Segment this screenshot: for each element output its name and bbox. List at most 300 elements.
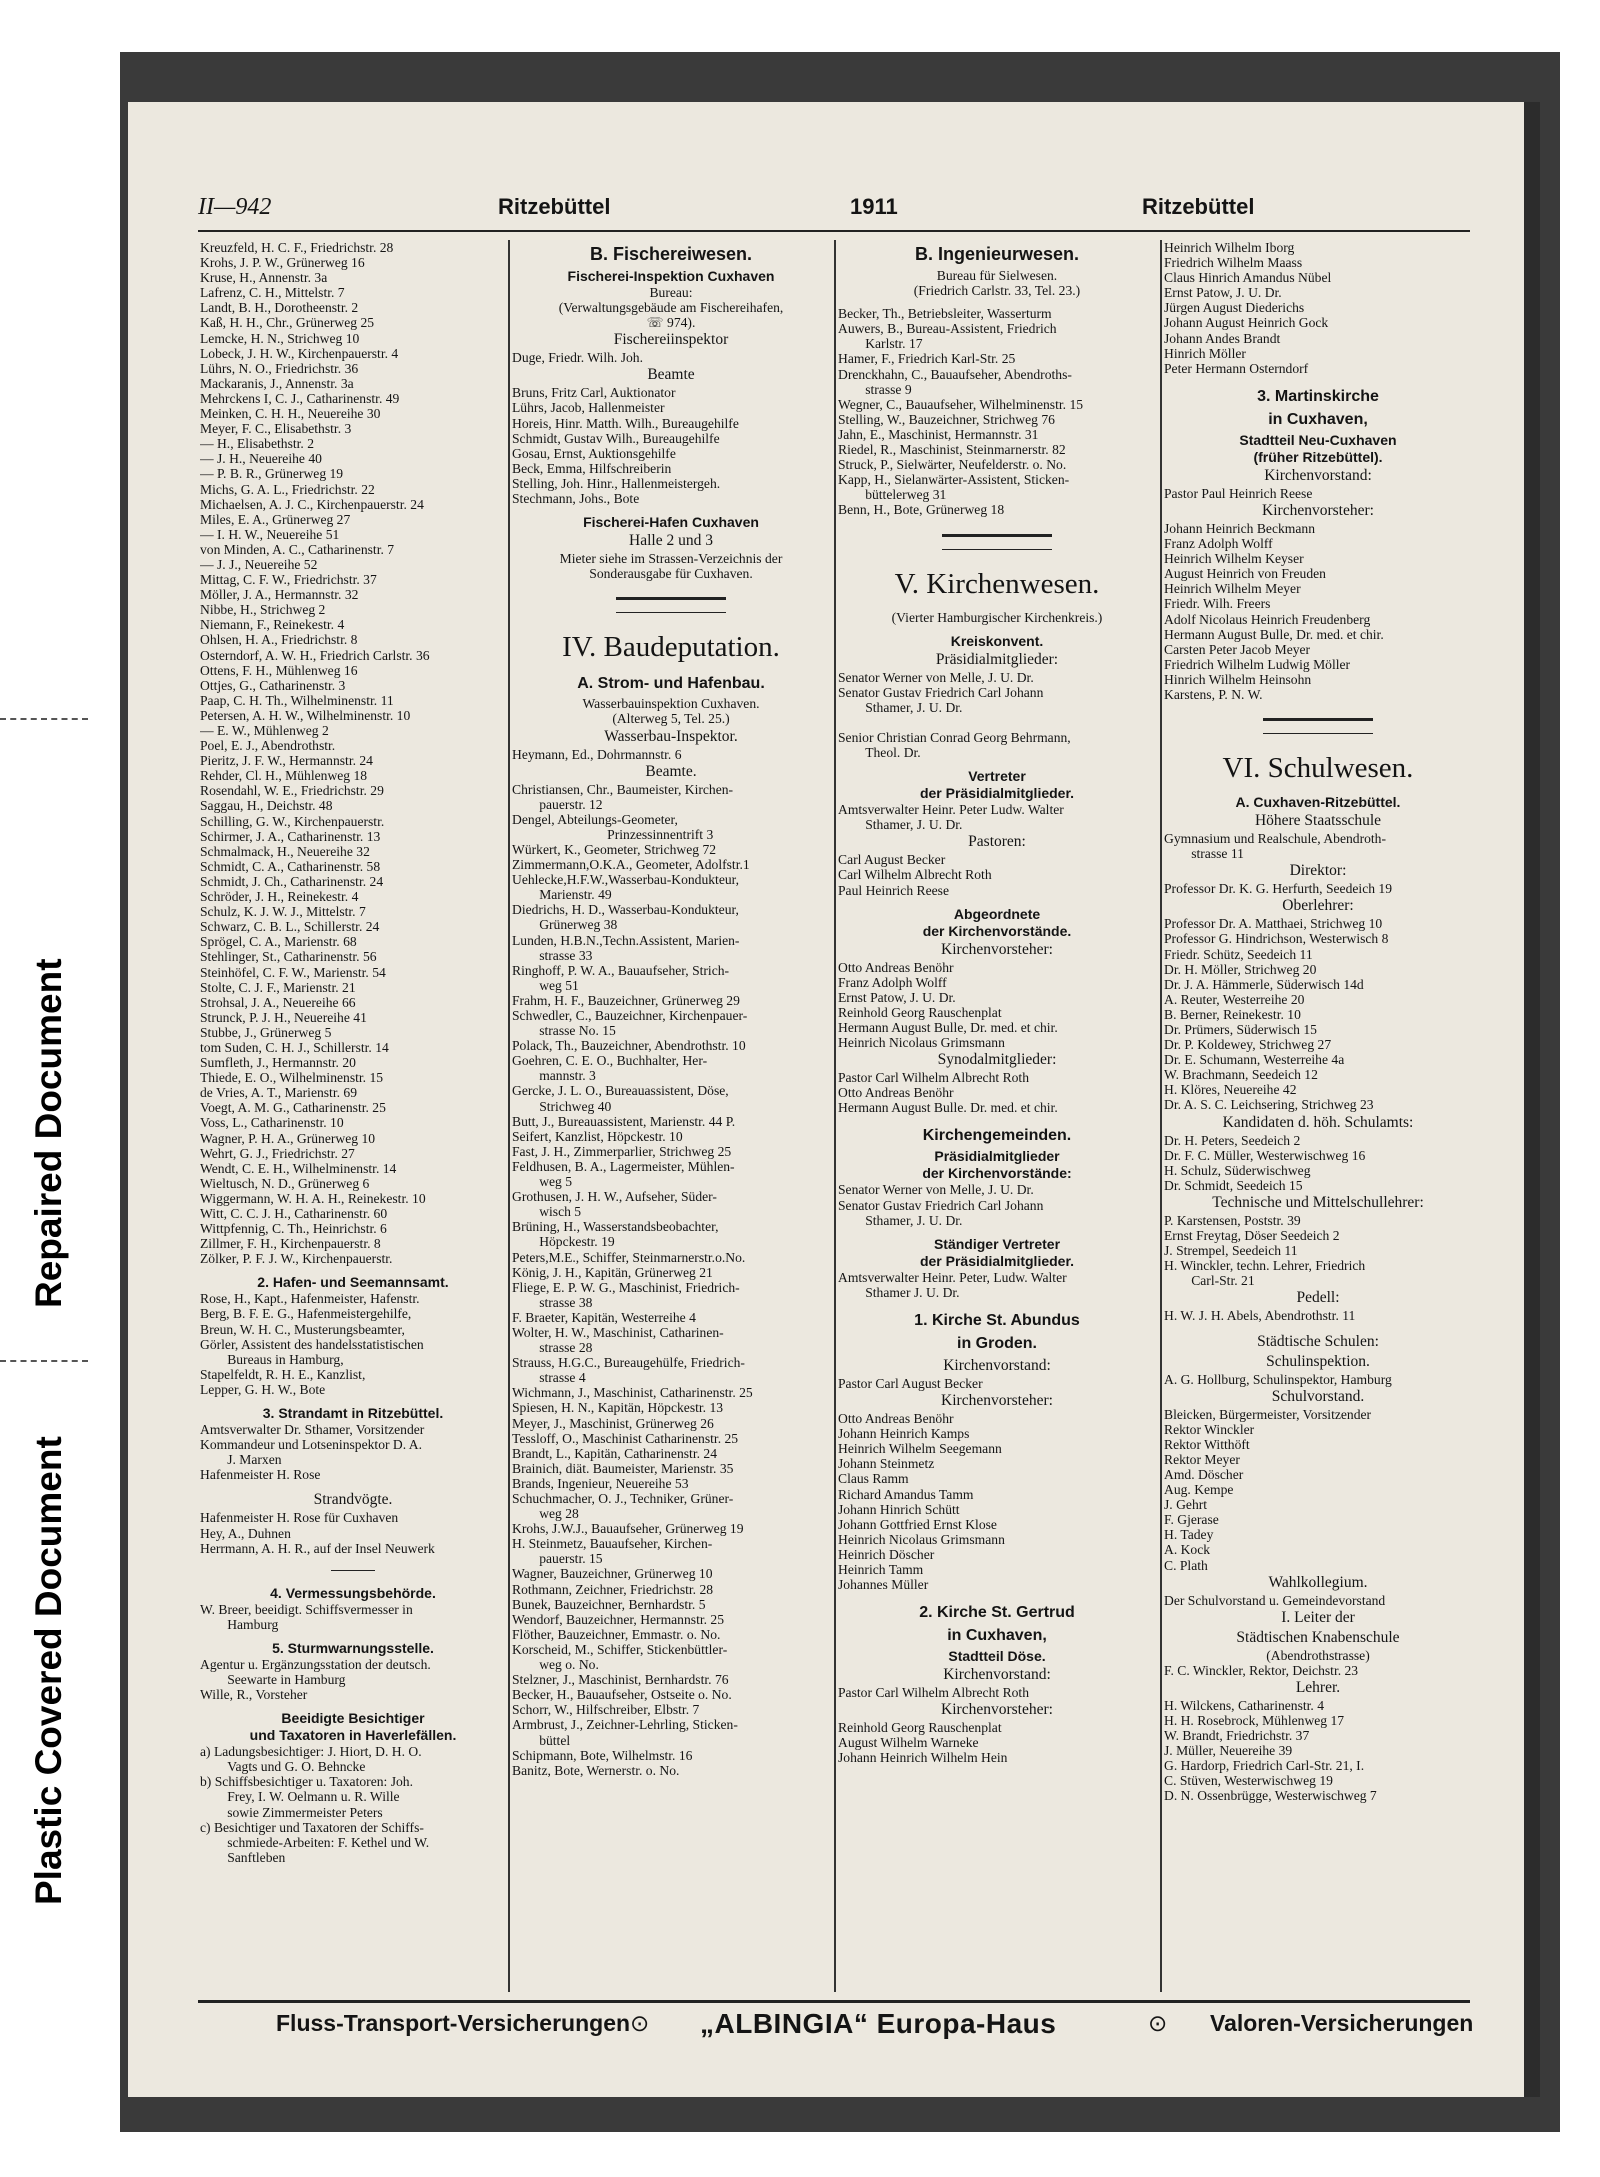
entry-line: Meinken, C. H. H., Neuereihe 30 [200, 406, 381, 422]
subheading: Halle 2 und 3 [629, 532, 713, 550]
entry-line: Dr. E. Schumann, Westerreihe 4a [1164, 1052, 1345, 1068]
subheading: Technische und Mittelschullehrer: [1212, 1193, 1424, 1211]
section-heading: der Kirchenvorstände: [922, 1165, 1072, 1182]
entry-line: Ottens, F. H., Mühlenweg 16 [200, 662, 358, 678]
section-heading: in Groden. [957, 1334, 1037, 1352]
entry-list [512, 385, 830, 506]
page-number: II—942 [198, 194, 272, 220]
subheading: I. Leiter der [1281, 1608, 1355, 1626]
entry-line: Ottjes, G., Catharinenstr. 3 [200, 677, 346, 693]
entry-line: Dr. J. A. Hämmerle, Süderwisch 14d [1164, 976, 1364, 992]
entry-line: Richard Amandus Tamm [838, 1486, 974, 1502]
entry-line: Strohsal, J. A., Neuereihe 66 [200, 994, 356, 1010]
entry-line: Dengel, Abteilungs-Geometer, [512, 811, 678, 827]
column-2 [512, 240, 830, 1992]
entry-list [838, 1411, 1156, 1592]
entry-line: Osterndorf, A. W. H., Friedrich Carlstr. 36 [200, 647, 430, 663]
entry-line: Carl Wilhelm Albrecht Roth [838, 867, 992, 883]
section-heading: 2. Kirche St. Gertrud [919, 1604, 1075, 1622]
entry-line: Spiesen, H. N., Kapitän, Höpckestr. 13 [512, 1400, 724, 1416]
subheading: Direktor: [1289, 862, 1347, 880]
entry-line: Otto Andreas Benöhr [838, 1411, 954, 1427]
entry-line: F. Braeter, Kapitän, Westerreihe 4 [512, 1309, 696, 1325]
entry-line: J. Strempel, Seedeich 11 [1164, 1243, 1298, 1259]
entry-line: König, J. H., Kapitän, Grünerweg 21 [512, 1264, 713, 1280]
entry: Pastor Paul Heinrich Reese [1164, 485, 1313, 501]
entry-line: H. H. Rosebrock, Mühlenweg 17 [1164, 1713, 1345, 1728]
entry: Heymann, Ed., Dohrmannstr. 6 [512, 746, 682, 762]
column-3 [838, 240, 1156, 1992]
entry-line: Johann Heinrich Kamps [838, 1426, 970, 1442]
section-heading: der Präsidialmitglieder. [919, 785, 1075, 802]
entry-line: Wagner, Bauzeichner, Grünerweg 10 [512, 1566, 713, 1582]
entry-line: Ernst Freytag, Döser Seedeich 2 [1164, 1228, 1340, 1244]
entry-line: Banitz, Bote, Wernerstr. o. No. [512, 1762, 680, 1778]
subheading: Präsidialmitglieder: [935, 650, 1059, 668]
entry-line: Aug. Kempe [1164, 1482, 1234, 1498]
entry-line: Flöther, Bauzeichner, Emmastr. o. No. [512, 1626, 721, 1642]
entry-line: Heinrich Nicolaus Grimsmann [838, 1531, 1005, 1547]
entry-line: Thiede, E. O., Wilhelminenstr. 15 [200, 1070, 384, 1086]
column-1 [200, 240, 506, 1992]
entry-line: Heinrich Wilhelm Keyser [1164, 551, 1304, 567]
section-heading: B. Ingenieurwesen. [914, 244, 1080, 264]
entry-line: Hey, A., Duhnen [200, 1525, 291, 1541]
entry: (Vierter Hamburgischer Kirchenkreis.) [891, 609, 1103, 625]
entry-line: Rektor Witthöft [1164, 1436, 1250, 1452]
entry-list [200, 1744, 506, 1865]
entry-line: Hermann August Bulle, Dr. med. et chir. [838, 1020, 1058, 1035]
entry-line: Zimmermann,O.K.A., Geometer, Adolfstr.1 [512, 857, 750, 873]
side-divider-bottom [0, 1360, 88, 1362]
entry-line: ☏ 974). [646, 315, 696, 331]
entry-list [1164, 831, 1472, 861]
entry-line: schmiede-Arbeiten: F. Kethel und W. [200, 1834, 430, 1850]
entry-line: Bunek, Bauzeichner, Bernhardstr. 5 [512, 1596, 706, 1612]
entry-line: Mehrckens I, C. J., Catharinenstr. 49 [200, 390, 400, 406]
entry-line: Brandt, L., Kapitän, Catharinenstr. 24 [512, 1445, 717, 1461]
subheading: Synodalmitglieder: [937, 1051, 1057, 1069]
subheading: Kirchenvorsteher: [1262, 501, 1374, 519]
entry-line: Tessloff, O., Maschinist Catharinenstr. 25 [512, 1430, 739, 1446]
footer-rule [198, 2000, 1470, 2003]
entry-line: August Heinrich von Freuden [1164, 566, 1326, 582]
section-heading: A. Strom- und Hafenbau. [577, 675, 765, 693]
section-heading: 3. Martinskirche [1257, 387, 1379, 405]
entry-line: Stechmann, Johs., Bote [512, 491, 640, 507]
entry-line: Schmidt, Gustav Wilh., Bureaugehilfe [512, 430, 720, 446]
entry-line: Wendt, C. E. H., Wilhelminenstr. 14 [200, 1160, 397, 1176]
entry-line: strasse 38 [512, 1294, 593, 1310]
entry-line: Schröder, J. H., Reinekestr. 4 [200, 889, 359, 905]
entry-line: Brainich, diät. Baumeister, Marienstr. 35 [512, 1460, 734, 1476]
entry: Pastor Carl Wilhelm Albrecht Roth [838, 1685, 1030, 1701]
entry-line: Sonderausgabe für Cuxhaven. [589, 566, 753, 582]
entry-line: W. Brachmann, Seedeich 12 [1164, 1067, 1318, 1083]
entry-line: Sanftleben [200, 1849, 286, 1865]
entry-line: Otto Andreas Benöhr [838, 959, 954, 975]
entry-list [512, 285, 830, 330]
entry-line: Claus Ramm [838, 1471, 909, 1487]
entry-line: Fast, J. H., Zimmerparlier, Strichweg 25 [512, 1143, 732, 1159]
entry-line: Lührs, Jacob, Hallenmeister [512, 400, 665, 416]
header-rule [198, 230, 1470, 232]
entry-line: Johann Hinrich Schütt [838, 1501, 960, 1517]
entry-list [1164, 1698, 1472, 1804]
header-year: 1911 [850, 194, 898, 219]
entry-line: Steinhöfel, C. F. W., Marienstr. 54 [200, 964, 386, 980]
entry-line: Heinrich Döscher [838, 1546, 935, 1562]
entry-line: H. Winckler, techn. Lehrer, Friedrich [1164, 1258, 1366, 1274]
entry-line: J. Müller, Neuereihe 39 [1164, 1743, 1293, 1759]
entry-line: Bleicken, Bürgermeister, Vorsitzender [1164, 1406, 1372, 1422]
divider [331, 1570, 375, 1571]
entry-line: Johann Heinrich Beckmann [1164, 520, 1315, 536]
entry-line: Bureau für Sielwesen. [936, 268, 1058, 283]
section-heading: in Cuxhaven, [1268, 410, 1368, 428]
entry-line: Heinrich Wilhelm Seegemann [838, 1441, 1002, 1457]
entry-line: weg 28 [512, 1506, 579, 1522]
subheading: Pedell: [1296, 1289, 1340, 1307]
entry-list [200, 240, 506, 1266]
entry-line: Schuchmacher, O. J., Techniker, Grüner- [512, 1491, 734, 1506]
entry-line: Strunck, P. J. H., Neuereihe 41 [200, 1009, 367, 1025]
entry-line: Christiansen, Chr., Baumeister, Kirchen- [512, 781, 734, 797]
entry-line: Johannes Müller [838, 1577, 929, 1593]
entry-line: Johann Steinmetz [838, 1456, 935, 1472]
entry-line: Heinrich Nicolaus Grimsmann [838, 1035, 1005, 1051]
entry-line: Wolter, H. W., Maschinist, Catharinen- [512, 1324, 724, 1340]
entry-line: Ernst Patow, J. U. Dr. [1164, 285, 1282, 301]
entry-line: H. Tadey [1164, 1527, 1214, 1543]
entry-line: Schulz, K. J. W. J., Mittelstr. 7 [200, 904, 366, 920]
entry-line: Würkert, K., Geometer, Strichweg 72 [512, 841, 717, 857]
section-heading: der Kirchenvorstände. [922, 922, 1072, 939]
entry-line: Armbrust, J., Zeichner-Lehrling, Sticken- [512, 1717, 738, 1733]
entry-line: Hermann August Bulle. Dr. med. et chir. [838, 1100, 1058, 1116]
entry-list [838, 960, 1156, 1051]
entry-list [512, 782, 830, 1778]
section-heading: der Präsidialmitglieder. [919, 1252, 1075, 1269]
entry-line: Bruns, Fritz Carl, Auktionator [512, 385, 676, 401]
entry: Pastor Carl August Becker [838, 1375, 983, 1391]
entry-line: Stelzner, J., Maschinist, Bernhardstr. 76 [512, 1672, 729, 1688]
entry-line: Hamer, F., Friedrich Karl-Str. 25 [838, 351, 1016, 367]
entry-line: Auwers, B., Bureau-Assistent, Friedrich [838, 321, 1057, 337]
entry-line: Bureaus in Hamburg, [200, 1351, 344, 1367]
entry-line: Sthamer, J. U. Dr. [838, 817, 963, 833]
subheading: Kirchenvorstand: [1264, 466, 1372, 484]
chapter-title: VI. Schulwesen. [1222, 752, 1414, 785]
entry-line: Peter Hermann Osterndorf [1164, 360, 1309, 376]
entry-line: Görler, Assistent des handelsstatistischen [200, 1336, 424, 1352]
entry-line: C. Plath [1164, 1557, 1208, 1573]
entry-line: Butt, J., Bureauassistent, Marienstr. 44 P. [512, 1113, 736, 1129]
entry-line: pauerstr. 15 [512, 1551, 603, 1567]
entry-line: Schmalmack, H., Neuereihe 32 [200, 843, 370, 859]
entry-list [838, 268, 1156, 298]
entry: A. G. Hollburg, Schulinspektor, Hamburg [1164, 1371, 1392, 1387]
circle-dot-icon: ⊙ [1148, 2010, 1168, 2036]
entry-line: Michs, G. A. L., Friedrichstr. 22 [200, 481, 375, 497]
entry-line: Pieritz, J. F. W., Hermannstr. 24 [200, 753, 373, 769]
entry-line: Wegner, C., Bauaufseher, Wilhelminenstr. 15 [838, 396, 1084, 412]
entry-line: Lafrenz, C. H., Mittelstr. 7 [200, 285, 345, 301]
entry-line: sowie Zimmermeister Peters [200, 1804, 383, 1820]
entry-line: Krohs, J.W.J., Bauaufseher, Grünerweg 19 [512, 1521, 744, 1537]
entry-list [1164, 916, 1472, 1112]
entry-line: Hinrich Möller [1164, 345, 1246, 361]
column-4 [1164, 240, 1472, 1992]
entry-line: Franz Adolph Wolff [838, 974, 947, 990]
entry-line: Uehlecke,H.F.W.,Wasserbau-Kondukteur, [512, 872, 740, 888]
subheading: Wasserbau-Inspektor. [604, 727, 738, 745]
entry-line: c) Besichtiger und Taxatoren der Schiffs- [200, 1819, 424, 1835]
entry-line: Meyer, J., Maschinist, Grünerweg 26 [512, 1415, 714, 1431]
entry-line: Petersen, A. H. W., Wilhelminenstr. 10 [200, 707, 411, 723]
entry-line: Karstens, P. N. W. [1164, 686, 1263, 702]
entry-line: mannstr. 3 [512, 1068, 596, 1084]
entry-line: Schmidt, C. A., Catharinenstr. 58 [200, 858, 381, 874]
subheading: Kandidaten d. höh. Schulamts: [1222, 1113, 1414, 1131]
side-divider-top [0, 718, 88, 720]
section-heading: Stadtteil Döse. [948, 1648, 1046, 1665]
entry-line: Zillmer, F. H., Kirchenpauerstr. 8 [200, 1236, 381, 1252]
entry-line: Stubbe, J., Grünerweg 5 [200, 1024, 332, 1040]
entry-line: Rosendahl, W. E., Friedrichstr. 29 [200, 783, 384, 799]
section-heading: 3. Strandamt in Ritzebüttel. [262, 1405, 444, 1422]
plastic-covered-document-label: Plastic Covered Document [28, 1436, 69, 1905]
entry-list [200, 1657, 506, 1702]
entry-line: Rektor Meyer [1164, 1451, 1240, 1467]
entry-line: Lunden, H.B.N.,Techn.Assistent, Marien- [512, 932, 740, 948]
entry-line: Karlstr. 17 [838, 336, 923, 352]
entry-list [512, 696, 830, 726]
entry-line: weg 51 [512, 977, 579, 993]
entry-line: Friedr. Schütz, Seedeich 11 [1164, 946, 1313, 962]
entry: H. W. J. H. Abels, Abendrothstr. 11 [1164, 1308, 1356, 1324]
entry-line: Professor Dr. A. Matthaei, Strichweg 10 [1164, 916, 1383, 932]
subheading: Städtische Schulen: [1257, 1332, 1379, 1350]
entry-line: Witt, C. C. J. H., Catharinenstr. 60 [200, 1206, 388, 1221]
entry-line: Struck, P., Sielwärter, Neufelderstr. o. No. [838, 457, 1067, 473]
entry-line: Drenckhahn, C., Bauaufseher, Abendroths- [838, 366, 1072, 382]
entry-line: Carl-Str. 21 [1164, 1273, 1255, 1289]
entry-line: Friedrich Wilhelm Maass [1164, 255, 1303, 271]
entry-line: Stehlinger, St., Catharinenstr. 56 [200, 949, 377, 965]
section-heading: Ständiger Vertreter [933, 1235, 1061, 1252]
entry-line: Heinrich Wilhelm Meyer [1164, 581, 1301, 597]
entry-line: Claus Hinrich Amandus Nübel [1164, 270, 1332, 286]
entry: F. C. Winckler, Rektor, Deichstr. 23 [1164, 1662, 1359, 1678]
entry-line: strasse 33 [512, 947, 593, 963]
entry-list [1164, 521, 1472, 702]
entry-line: Jahn, E., Maschinist, Hermannstr. 31 [838, 426, 1039, 442]
section-heading: Fischerei-Inspektion Cuxhaven [567, 268, 775, 284]
footer-right-text: Valoren-Versicherungen [1210, 2010, 1474, 2036]
entry-line: Frahm, H. F., Bauzeichner, Grünerweg 29 [512, 992, 740, 1008]
subheading: Schulvorstand. [1271, 1387, 1365, 1405]
subheading: Kirchenvorsteher: [941, 940, 1053, 958]
section-heading: (früher Ritzebüttel). [1253, 448, 1383, 465]
entry-line: Mackaranis, J., Annenstr. 3a [200, 375, 354, 391]
entry-line: Hafenmeister H. Rose für Cuxhaven [200, 1510, 399, 1526]
entry-line: Heinrich Tamm [838, 1561, 924, 1577]
entry-line: Wehrt, G. J., Friedrichstr. 27 [200, 1145, 355, 1161]
entry: Professor Dr. K. G. Herfurth, Seedeich 19 [1164, 881, 1393, 897]
entry-line: Theol. Dr. [838, 745, 921, 761]
section-heading: 4. Vermessungsbehörde. [270, 1584, 436, 1601]
entry-line: Frey, I. W. Oelmann u. R. Wille [200, 1789, 400, 1805]
entry-line: Paul Heinrich Reese [838, 882, 949, 898]
entry-line: H. Steinmetz, Bauaufseher, Kirchen- [512, 1536, 713, 1552]
entry-list [1164, 1133, 1472, 1193]
entry-line: Strichweg 40 [512, 1098, 612, 1114]
section-heading: Kreiskonvent. [950, 632, 1044, 649]
entry-line: Amtsverwalter Heinr. Peter Ludw. Walter [838, 802, 1064, 818]
subheading: Fischereiinspektor [613, 331, 729, 349]
entry-list [200, 1510, 506, 1555]
entry-line: Brüning, H., Wasserstandsbeobachter, [512, 1219, 719, 1235]
entry-line: — P. B. R., Grünerweg 19 [200, 466, 344, 482]
entry-line: Wittpfennig, C. Th., Heinrichstr. 6 [200, 1221, 387, 1237]
entry-line: von Minden, A. C., Catharinenstr. 7 [200, 541, 395, 557]
entry-line: Grünerweg 38 [512, 917, 618, 933]
entry-line: Krohs, J. P. W., Grünerweg 16 [200, 255, 365, 271]
entry-line: Benn, H., Bote, Grünerweg 18 [838, 502, 1005, 518]
entry-line: Friedrich Wilhelm Ludwig Möller [1164, 656, 1351, 672]
entry-line: Agentur u. Ergänzungsstation der deutsch. [200, 1656, 431, 1672]
entry-line: Reinhold Georg Rauschenplat [838, 1004, 1002, 1020]
entry-line: Heinrich Wilhelm Iborg [1164, 240, 1295, 255]
entry-line: Polack, Th., Bauzeichner, Abendrothstr. 10 [512, 1038, 746, 1054]
entry-line: Rose, H., Kapt., Hafenmeister, Hafenstr. [200, 1291, 420, 1307]
subheading: Oberlehrer: [1282, 897, 1354, 915]
entry-line: J. Gehrt [1164, 1497, 1208, 1513]
entry-line: Seewarte in Hamburg [200, 1671, 346, 1687]
section-heading: Abgeordnete [953, 905, 1041, 922]
entry-line: Becker, H., Bauaufseher, Ostseite o. No. [512, 1687, 732, 1703]
circle-dot-icon: ⊙ [630, 2010, 650, 2036]
entry-line: Höpckestr. 19 [512, 1234, 615, 1250]
entry-line: de Vries, A. T., Marienstr. 69 [200, 1085, 358, 1101]
entry-line: Wieltusch, N. D., Grünerweg 6 [200, 1175, 370, 1191]
entry-line: Stapelfeldt, R. H. E., Kanzlist, [200, 1366, 366, 1382]
entry-line: (Verwaltungsgebäude am Fischereihafen, [558, 300, 784, 316]
entry-line: Pastor Carl Wilhelm Albrecht Roth [838, 1070, 1030, 1086]
subheading: Beamte [647, 366, 695, 384]
entry-line: Nibbe, H., Strichweg 2 [200, 602, 326, 618]
entry-line: Johann August Heinrich Gock [1164, 315, 1329, 331]
entry-line: Hamburg [200, 1616, 279, 1632]
entry-line: (Alterweg 5, Tel. 25.) [612, 711, 730, 727]
entry-list [512, 551, 830, 581]
entry-line: a) Ladungsbesichtiger: J. Hiort, D. H. O. [200, 1744, 422, 1760]
subheading: Strandvögte. [313, 1491, 393, 1509]
subheading: Kirchenvorsteher: [941, 1701, 1053, 1719]
entry-line: Miles, E. A., Grünerweg 27 [200, 511, 351, 527]
entry-line: Amtsverwalter Heinr. Peter, Ludw. Walter [838, 1269, 1067, 1285]
entry-line: Voss, L., Catharinenstr. 10 [200, 1115, 344, 1131]
entry-line: A. Kock [1164, 1542, 1211, 1558]
chapter-title: IV. Baudeputation. [562, 631, 780, 664]
entry-line: Schwedler, C., Bauzeichner, Kirchenpauer- [512, 1008, 748, 1023]
subheading: Städtischen Knabenschule [1236, 1628, 1400, 1646]
entry-line: Dr. Schmidt, Seedeich 15 [1164, 1177, 1303, 1193]
entry-list [1164, 240, 1472, 376]
entry-line: Riedel, R., Maschinist, Steinmarnerstr. 82 [838, 442, 1066, 458]
entry-line: Kreuzfeld, H. C. F., Friedrichstr. 28 [200, 240, 394, 255]
entry-line: Paap, C. H. Th., Wilhelminenstr. 11 [200, 692, 394, 708]
subheading: Höhere Staatsschule [1254, 812, 1382, 830]
entry-line: Diedrichs, H. D., Wasserbau-Kondukteur, [512, 902, 739, 918]
entry-line: Marienstr. 49 [512, 887, 612, 903]
entry-line: Grothusen, J. H. W., Aufseher, Süder- [512, 1189, 717, 1205]
entry-line: Sumfleth, J., Hermannstr. 20 [200, 1055, 356, 1071]
entry-line: Sprögel, C. A., Marienstr. 68 [200, 934, 357, 950]
section-heading: Fischerei-Hafen Cuxhaven [583, 514, 759, 531]
subheading: Kirchenvorstand: [943, 1666, 1051, 1684]
entry-line: D. N. Ossenbrügge, Westerwischweg 7 [1164, 1788, 1377, 1804]
page-edge [1524, 102, 1540, 2097]
entry-line: Stelling, Joh. Hinr., Hallenmeistergeh. [512, 475, 721, 491]
entry-list [838, 802, 1156, 832]
entry-line: Herrmann, A. H. R., auf der Insel Neuwerk [200, 1540, 435, 1556]
entry-line: Rothmann, Zeichner, Friedrichstr. 28 [512, 1581, 714, 1597]
entry-line: Wille, R., Vorsteher [200, 1687, 308, 1703]
entry-line: Mieter siehe im Strassen-Verzeichnis der [559, 551, 783, 567]
header-place-right: Ritzebüttel [1142, 194, 1255, 219]
entry-line: Gymnasium und Realschule, Abendroth- [1164, 831, 1386, 847]
footer-center-text: „ALBINGIA“ Europa-Haus [700, 2008, 1057, 2039]
entry-list [838, 1182, 1156, 1227]
entry-line: Otto Andreas Benöhr [838, 1085, 954, 1101]
subheading: Beamte. [645, 762, 697, 780]
entry-list [838, 1720, 1156, 1765]
entry-line: J. Marxen [200, 1452, 282, 1468]
entry-line: Wichmann, J., Maschinist, Catharinenstr. 25 [512, 1385, 753, 1401]
section-heading: Kirchengemeinden. [922, 1127, 1072, 1145]
entry-line: Wasserbauinspektion Cuxhaven. [582, 696, 760, 712]
entry-line: — H., Elisabethstr. 2 [200, 436, 315, 452]
entry-line: Rehder, Cl. H., Mühlenweg 18 [200, 768, 368, 784]
entry-line: Carl August Becker [838, 852, 946, 868]
entry-line: F. Gjerase [1164, 1512, 1219, 1528]
entry-line: Gercke, J. L. O., Bureauassistent, Döse, [512, 1083, 729, 1099]
footer-left-text: Fluss-Transport-Versicherungen [276, 2010, 631, 2036]
entry-line: Franz Adolph Wolff [1164, 536, 1273, 552]
entry-line: Schirmer, J. A., Catharinenstr. 13 [200, 828, 381, 844]
column-divider [1160, 240, 1162, 1992]
entry-line: Reinhold Georg Rauschenplat [838, 1720, 1002, 1736]
entry-line: Brands, Ingenieur, Neuereihe 53 [512, 1475, 689, 1491]
section-heading: A. Cuxhaven-Ritzebüttel. [1235, 794, 1401, 811]
entry-line: Bureau: [649, 285, 693, 300]
entry-line: Dr. Prümers, Süderwisch 15 [1164, 1022, 1317, 1037]
section-heading: B. Fischereiwesen. [589, 244, 753, 264]
column-divider [834, 240, 836, 1992]
section-heading: 5. Sturmwarnungsstelle. [272, 1639, 434, 1656]
entry-line: Senator Werner von Melle, J. U. Dr. [838, 669, 1034, 685]
entry-line: Möller, J. A., Hermannstr. 32 [200, 587, 359, 603]
entry-line: W. Breer, beeidigt. Schiffsvermesser in [200, 1601, 413, 1617]
entry-line: Prinzessinnentrift 3 [512, 826, 714, 842]
section-heading: Stadtteil Neu-Cuxhaven [1239, 431, 1397, 448]
entry-line: Lepper, G. H. W., Bote [200, 1381, 326, 1397]
subheading: Kirchenvorsteher: [941, 1392, 1053, 1410]
header-place-left: Ritzebüttel [498, 194, 611, 219]
entry-line: Adolf Nicolaus Heinrich Freudenberg [1164, 611, 1371, 627]
